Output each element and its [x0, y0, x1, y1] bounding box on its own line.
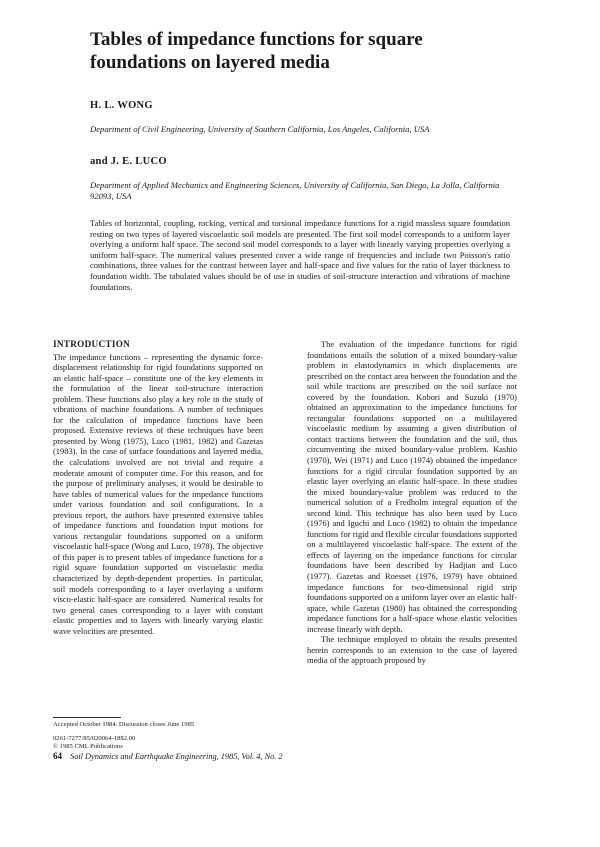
title-line-1: Tables of impedance functions for square [90, 29, 423, 50]
author-luco: and J. E. LUCO [90, 156, 167, 167]
journal-citation: Soil Dynamics and Earthquake Engineering, 1985, Vol. 4, No. 2 [70, 752, 283, 761]
introduction-heading: INTRODUCTION [53, 339, 131, 349]
accepted-note: Accepted October 1984. Discussion closes June 1985 [53, 721, 195, 728]
issn-note: 0261-7277/85/020064-18$2.00 [53, 734, 136, 742]
page-footer [53, 751, 283, 761]
affiliation-wong: Department of Civil Engineering, University of Southern California, Los Angeles, California, USA [90, 124, 430, 134]
page-number: 64 [53, 751, 62, 761]
title-line-2: foundations on layered media [90, 52, 330, 73]
body-paragraph: The technique employed to obtain the results presented herein corresponds to an extension to the case of layered media of the approach proposed by [307, 634, 517, 666]
abstract: Tables of horizontal, coupling, rocking, vertical and torsional impedance functions for a rigid massless square foundation resting on two types of layered viscoelastic soil models are presented. The first soil model corresponds to a uniform layer overlying a uniform half space. The second soil model corresponds to a layer with linearly varying properties overlying a uniform half-space. The numerical values presented cover a wide range of frequencies and include two Poisson's ratio combinations, three values for the contrast between layer and half-space and five values for the ratio of layer thickness to foundation width. The tabulated values should be of use in studies of soil-structure interaction and vibrations of machine foundations. [90, 218, 510, 292]
footnote-divider [53, 717, 121, 718]
affiliation-luco: Department of Applied Mechanics and Engineering Sciences, University of California, San Diego, La Jolla, California 92093, USA [90, 180, 500, 202]
body-paragraph: The evaluation of the impedance functions for rigid foundations entails the solution of a mixed boundary-value problem in elastodynamics in which displacements are prescribed on the contact area between the foundation and the soil while tractions are prescribed on the soil surface not covered by the foundation. Kobori and Suzuki (1970) obtained an approximation to the impedance functions for rectangular foundations supported on a multilayered viscoelastic medium by assuming a given distribution of contact tractions between the foundation and the soil, thus circumventing the mixed boundary-value problem. Kashio (1970), Wei (1971) and Luco (1974) obtained the impedance functions for a rigid circular foundation supported by an elastic layer overlying an elastic half-space. In these studies the mixed boundary-value problem was reduced to the numerical solution of a Fredholm integral equation of the second kind. This technique has also been used by Luco (1976) and Iguchi and Luco (1982) to obtain the impedance functions for rigid and flexible circular foundations supported on a multilayered viscoelastic half-space. The extent of the effects of layering on the impedance functions for circular foundations have been described by Hadjian and Luco (1977). Gazetas and Roesset (1976, 1979) have obtained impedance functions for two-dimensional rigid strip foundations supported on a uniform layer over an elastic half-space, while Gazetas (1980) has obtained the corresponding impedance functions for a half-space whose elastic velocities increase linearly with depth. [307, 339, 517, 634]
left-column [53, 339, 263, 636]
author-wong: H. L. WONG [90, 100, 153, 111]
copyright-note: © 1985 CML Publications [53, 743, 123, 750]
article-title [90, 28, 510, 74]
introduction-paragraph: The impedance functions – representing the dynamic force-displacement relationship for rigid foundations supported on an elastic half-space – constitute one of the key elements in the formulation of the linear soil-structure interaction problem. These functions also play a key role in the study of vibrations of machine foundations. A number of techniques for the calculation of impedance functions have been proposed. Extensive reviews of these techniques have been presented by Wong (1975), Luco (1981, 1982) and Gazetas (1983). In the case of surface foundations and layered media, the calculations involved are not trivial and require a moderate amount of computer time. For this reason, and for the purpose of preliminary analyses, it would be desirable to have tables of numerical values for the impedance functions under various foundation and soil configurations. In a previous report, the authors have presented extensive tables of impedance functions and foundation input motions for various rectangular foundations supported on a uniform viscoelastic half-space (Wong and Luco, 1978). The objective of this paper is to present tables of impedance functions for a rigid square foundation supported on viscoelastic media characterized by depth-dependent properties. In particular, soil models corresponding to a layer overlaying a uniform visco-elastic half-space are considered. Numerical results for two general cases corresponding to a layer with constant elastic properties and to layers with linearly varying elastic wave velocities are presented. [53, 351, 263, 636]
footnotes [53, 717, 263, 752]
right-column [307, 339, 517, 666]
